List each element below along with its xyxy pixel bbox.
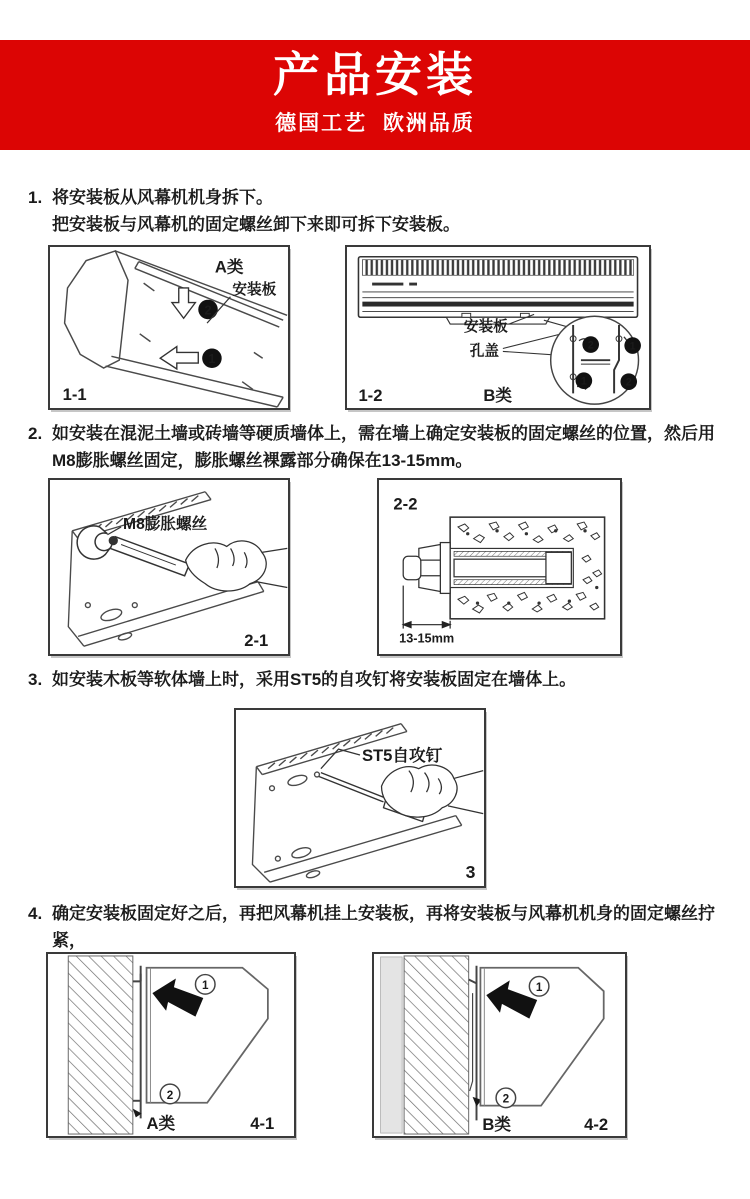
svg-text:1: 1 <box>208 352 216 367</box>
marker-1-filled-icon <box>576 372 593 389</box>
step-3-number: 3. <box>28 670 43 689</box>
plate-label: 安装板 <box>232 281 277 298</box>
wall-hatch <box>68 956 133 1134</box>
marker-2-outline-icon <box>160 1084 180 1104</box>
step-3 <box>28 666 740 693</box>
marker-2-filled-icon <box>620 373 637 390</box>
page-title: 产品安装 <box>273 48 477 101</box>
marker-1-outline-icon <box>195 975 215 995</box>
grille-pattern <box>362 260 633 276</box>
step-1-line-2: 把安装板与风幕机的固定螺丝卸下来即可拆下安装板。 <box>52 215 460 234</box>
bolt-label: M8膨胀螺丝 <box>123 515 208 533</box>
dimension-label: 13-15mm <box>399 631 455 646</box>
header-banner <box>0 40 750 150</box>
step-2-line-2: M8膨胀螺丝固定，膨胀螺丝裸露部分确保在13-15mm。 <box>52 451 473 470</box>
diagram-2-2 <box>377 478 622 656</box>
type-label: B类 <box>482 1115 511 1135</box>
step-1-number: 1. <box>28 188 43 207</box>
type-label: B类 <box>483 386 512 406</box>
mounting-plate <box>469 966 477 1121</box>
type-label: A类 <box>146 1114 176 1134</box>
figure-code: 2-2 <box>393 494 418 514</box>
hang-unit-drawing-b <box>374 954 625 1136</box>
svg-text:2: 2 <box>166 1088 174 1102</box>
wall-hatch <box>404 956 469 1134</box>
marker-1-filled-icon <box>624 337 641 354</box>
figure-code: 4-1 <box>250 1114 275 1134</box>
type-label: A类 <box>214 257 244 277</box>
diagram-2-1 <box>48 478 290 656</box>
wrench-installation-drawing <box>50 480 288 654</box>
hang-unit-drawing-a <box>48 954 294 1136</box>
svg-text:1: 1 <box>580 375 587 388</box>
screw-label: ST5自攻钉 <box>361 745 443 765</box>
step-2-line-1: 如安装在混泥土墙或砖墙等硬质墙体上，需在墙上确定安装板的固定螺丝的位置，然后用 <box>52 424 715 443</box>
mounting-plate <box>133 966 141 1119</box>
diagram-1-2 <box>345 245 651 410</box>
svg-text:2: 2 <box>502 1092 510 1106</box>
diagram-1-1 <box>48 245 290 410</box>
left-arrow-icon <box>160 347 198 369</box>
figure-code: 4-2 <box>584 1115 609 1135</box>
step-1 <box>28 184 728 238</box>
screwdriver-installation-drawing <box>236 710 484 886</box>
gray-strip <box>381 957 403 1133</box>
svg-text:2: 2 <box>204 303 212 318</box>
step-2-number: 2. <box>28 424 43 443</box>
marker-2-filled-icon <box>582 336 599 353</box>
step-3-line-1: 如安装木板等软体墙上时，采用ST5的自攻钉将安装板固定在墙体上。 <box>52 670 577 689</box>
svg-text:1: 1 <box>201 979 209 993</box>
wrench-handle <box>110 537 189 576</box>
diagram-3 <box>234 708 486 888</box>
marker-1-filled-icon <box>202 348 222 368</box>
page-subtitle: 德国工艺 欧洲品质 <box>275 112 475 135</box>
figure-code: 3 <box>465 862 476 883</box>
air-curtain-perspective-drawing <box>50 247 288 408</box>
plate-label: 安装板 <box>463 318 508 335</box>
svg-text:2: 2 <box>625 376 632 389</box>
step-4-line-1: 确定安装板固定好之后，再把风幕机挂上安装板，再将安装板与风幕机机身的固定螺丝拧紧， <box>52 904 715 950</box>
step-1-line-1: 将安装板从风幕机机身拆下。 <box>52 188 273 207</box>
figure-code: 2-1 <box>244 631 269 651</box>
svg-text:2: 2 <box>587 339 594 352</box>
cover-label: 孔盖 <box>469 343 499 360</box>
figure-code: 1-2 <box>358 386 383 406</box>
expansion-bolt-section-drawing <box>379 480 620 654</box>
air-curtain-front-drawing <box>347 247 649 408</box>
hand <box>382 765 484 817</box>
diagram-4-1 <box>46 952 296 1138</box>
marker-2-outline-icon <box>496 1088 516 1108</box>
diagram-4-2 <box>372 952 627 1138</box>
svg-text:1: 1 <box>535 981 543 995</box>
figure-code: 1-1 <box>62 385 87 405</box>
marker-1-outline-icon <box>529 977 549 997</box>
hand <box>186 541 288 591</box>
step-2 <box>28 420 740 474</box>
svg-text:1: 1 <box>629 340 636 353</box>
down-arrow-icon <box>172 288 195 318</box>
marker-2-filled-icon <box>198 300 218 320</box>
step-4-number: 4. <box>28 904 43 923</box>
